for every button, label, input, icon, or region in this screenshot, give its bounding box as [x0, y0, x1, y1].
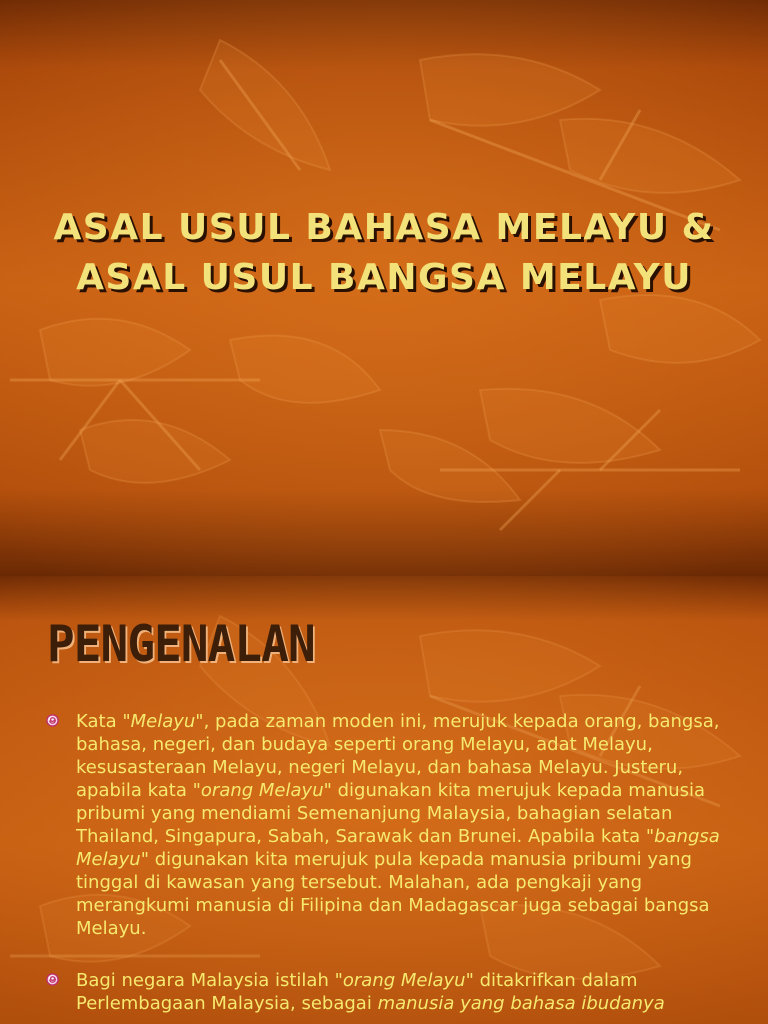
- italic-term: "Melayu": [122, 711, 204, 732]
- text-run: Bagi negara Malaysia istilah: [76, 970, 335, 991]
- italic-term: "orang Melayu": [334, 970, 474, 991]
- italic-term: "orang Melayu": [192, 780, 332, 801]
- title-line-2: ASAL USUL BANGSA MELAYU: [76, 257, 692, 298]
- bullet-text: [76, 710, 736, 940]
- spiral-bullet-icon: [46, 714, 59, 727]
- section-heading: PENGENALAN: [47, 615, 315, 673]
- text-run: , pada zaman moden ini, merujuk kepada orang, bangsa, bahasa, negeri, dan budaya seperti orang Melayu, adat Melayu, kesusasteraan Melayu, negeri Melayu, dan bahasa Melayu. Justeru, apabila kata: [76, 711, 720, 801]
- text-run: Kata: [76, 711, 123, 732]
- slide-title: [0, 203, 768, 303]
- italic-term: "bangsa Melayu": [76, 826, 720, 870]
- bullet-item: [46, 710, 736, 940]
- italic-term: manusia yang bahasa ibudanya: [377, 993, 665, 1014]
- content-slide: [0, 576, 768, 1024]
- bullet-list: [46, 710, 736, 1024]
- spiral-bullet-icon: [46, 973, 59, 986]
- title-line-1: ASAL USUL BAHASA MELAYU &: [53, 207, 715, 248]
- text-run: digunakan kita merujuk pula kepada manusia pribumi yang tinggal di kawasan yang tersebut. Malahan, ada pengkaji yang merangkumi manusia di Filipina dan Madagascar juga sebagai bangsa Melayu.: [76, 849, 710, 939]
- text-run: digunakan kita merujuk kepada manusia pribumi yang mendiami Semenanjung Malaysia, bahagian selatan Thailand, Singapura, Sabah, Sarawak dan Brunei. Apabila kata: [76, 780, 706, 847]
- bullet-text: [76, 969, 736, 1015]
- text-run: ditakrifkan dalam Perlembagaan Malaysia, sebagai: [76, 970, 638, 1014]
- bullet-item: [46, 969, 736, 1015]
